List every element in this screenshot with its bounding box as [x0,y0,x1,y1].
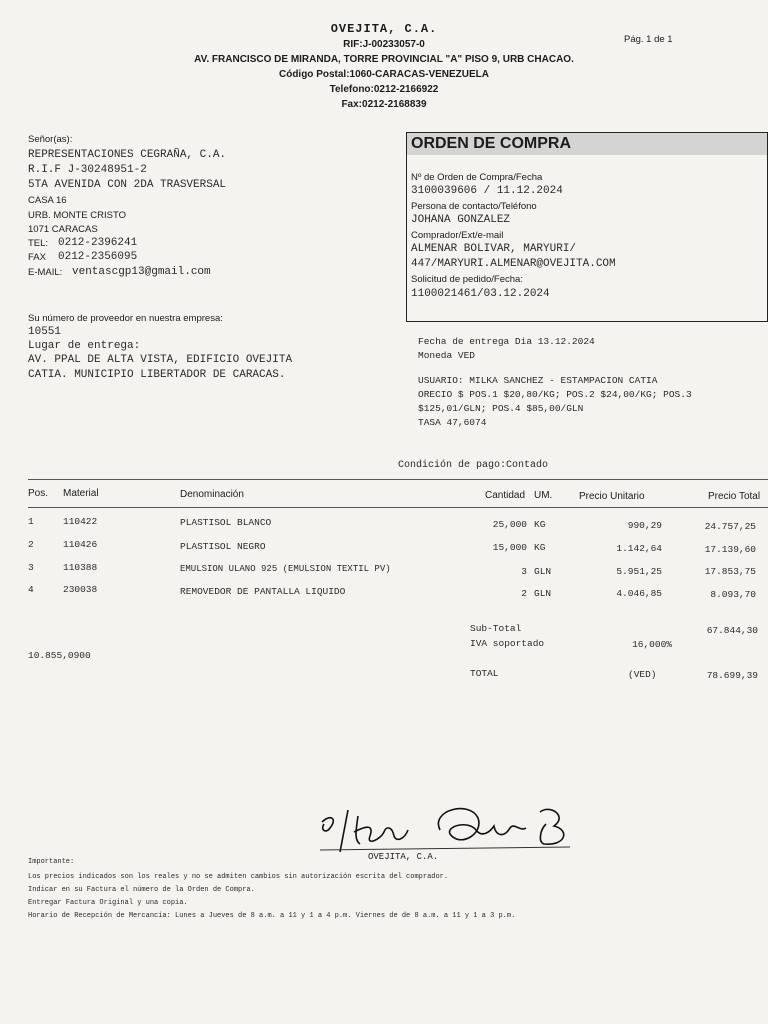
order-box-title: ORDEN DE COMPRA [407,133,767,155]
col-quantity: Cantidad [485,490,526,501]
vendor-tel: 0212-2396241 [58,237,138,249]
row-material: 110388 [63,562,98,573]
total-value: 78.699,39 [706,670,758,681]
vendor-city: 1071 CARACAS [28,224,98,235]
row-material: 110422 [63,516,98,527]
delivery-place-1: AV. PPAL DE ALTA VISTA, EDIFICIO OVEJITA [28,354,293,366]
subtotal-value: 67.844,30 [706,625,758,636]
row-pos: 2 [28,539,34,550]
footer-title: Importante: [28,858,75,866]
col-pos: Pos. [28,488,49,499]
row-unit-price: 990,29 [627,520,662,531]
request-value: 1100021461/03.12.2024 [411,288,550,300]
row-total: 8.093,70 [710,589,756,600]
delivery-date: Fecha de entrega Dia 13.12.2024 [418,336,595,347]
row-unit: GLN [534,588,552,599]
payment-condition: Condición de pago:Contado [398,460,549,471]
row-pos: 4 [28,584,34,595]
request-label: Solicitud de pedido/Fecha: [411,274,523,285]
company-rif: RIF:J-00233057-0 [343,39,425,50]
vendor-address-1: 5TA AVENIDA CON 2DA TRASVERSAL [28,179,227,191]
contact-label: Persona de contacto/Teléfono [411,201,537,212]
order-box [406,132,768,322]
row-unit-price: 1.142,64 [616,543,662,554]
company-name: OVEJITA, C.A. [330,22,438,36]
buyer-value-1: ALMENAR BOLIVAR, MARYURI/ [411,243,577,255]
row-unit: GLN [534,566,552,577]
table-top-rule [28,479,768,480]
order-number-value: 3100039606 / 11.12.2024 [411,185,563,197]
row-quantity: 2 [521,588,527,599]
row-unit-price: 5.951,25 [616,566,662,577]
vendor-rif: R.I.F J-30248951-2 [28,164,147,176]
row-quantity: 15,000 [492,542,527,553]
note-prices-2: $125,01/GLN; POS.4 $85,00/GLN [418,403,584,414]
total-label: TOTAL [470,668,499,679]
supplier-number: 10551 [28,326,62,338]
col-unit: UM. [534,490,553,501]
handwritten-signature [300,790,580,860]
row-material: 110426 [63,539,98,550]
row-total: 17.853,75 [704,566,756,577]
footer-line-2: Indicar en su Factura el número de la Orden de Compra. [28,886,255,894]
row-pos: 1 [28,516,34,527]
vendor-fax: 0212-2356095 [58,251,138,263]
col-description: Denominación [180,489,244,500]
vendor-name: REPRESENTACIONES CEGRAÑA, C.A. [28,149,227,161]
vendor-address-3: URB. MONTE CRISTO [28,210,126,221]
buyer-label: Comprador/Ext/e-mail [411,230,504,241]
delivery-place-2: CATIA. MUNICIPIO LIBERTADOR DE CARACAS. [28,369,286,381]
row-description: REMOVEDOR DE PANTALLA LIQUIDO [180,586,346,597]
vendor-email: ventascgp13@gmail.com [72,266,211,278]
total-currency: (VED) [628,669,657,680]
row-quantity: 25,000 [492,519,527,530]
footer-line-4: Horario de Recepción de Mercancía: Lunes a Jueves de 8 a.m. a 11 y 1 a 4 p.m. Viernes de de 8 a.m. a 11 y 1 a 3 p.m. [28,912,516,920]
supplier-number-label: Su número de proveedor en nuestra empresa: [28,313,223,324]
col-material: Material [63,488,99,499]
currency: Moneda VED [418,350,476,361]
signature-caption: OVEJITA, C.A. [368,852,439,862]
col-unit-price: Precio Unitario [579,491,645,502]
row-description: PLASTISOL BLANCO [180,517,272,528]
row-total: 24.757,25 [704,521,756,532]
footer-line-3: Entregar Factura Original y una copia. [28,899,188,907]
row-description: PLASTISOL NEGRO [180,541,266,552]
note-prices-1: ORECIO $ POS.1 $20,80/KG; POS.2 $24,00/KG; POS.3 [418,389,692,400]
company-postal: Código Postal:1060-CARACAS-VENEZUELA [278,69,490,80]
vendor-label: Señor(as): [28,134,73,145]
page-indicator: Pág. 1 de 1 [624,34,673,45]
note-rate: TASA 47,6074 [418,417,487,428]
row-description: EMULSION ULANO 925 (EMULSION TEXTIL PV) [180,564,391,574]
buyer-value-2: 447/MARYURI.ALMENAR@OVEJITA.COM [411,258,616,270]
row-quantity: 3 [521,566,527,577]
row-unit: KG [534,542,546,553]
vendor-fax-label: FAX [28,252,46,263]
note-user: USUARIO: MILKA SANCHEZ - ESTAMPACION CATIA [418,375,658,386]
company-address: AV. FRANCISCO DE MIRANDA, TORRE PROVINCIAL "A" PISO 9, URB CHACAO. [194,54,574,65]
row-pos: 3 [28,562,34,573]
vendor-email-label: E-MAIL: [28,267,63,278]
iva-amount: 10.855,0900 [28,650,91,661]
footer-line-1: Los precios indicados son los reales y no se admiten cambios sin autorización escrita del comprador. [28,873,449,881]
contact-value: JOHANA GONZALEZ [411,214,511,226]
company-phone: Telefono:0212-2166922 [329,84,439,95]
subtotal-label: Sub-Total [470,623,522,634]
order-number-label: Nº de Orden de Compra/Fecha [411,172,543,183]
table-header-rule [28,507,768,508]
row-unit-price: 4.046,85 [616,588,662,599]
vendor-address-2: CASA 16 [28,195,67,206]
company-fax: Fax:0212-2168839 [341,99,427,110]
iva-rate: 16,000% [632,639,672,650]
row-material: 230038 [63,584,98,595]
delivery-place-label: Lugar de entrega: [28,340,141,352]
col-total: Precio Total [708,491,761,502]
row-total: 17.139,60 [704,544,756,555]
iva-label: IVA soportado [470,638,545,649]
row-unit: KG [534,519,546,530]
vendor-tel-label: TEL: [28,238,49,249]
